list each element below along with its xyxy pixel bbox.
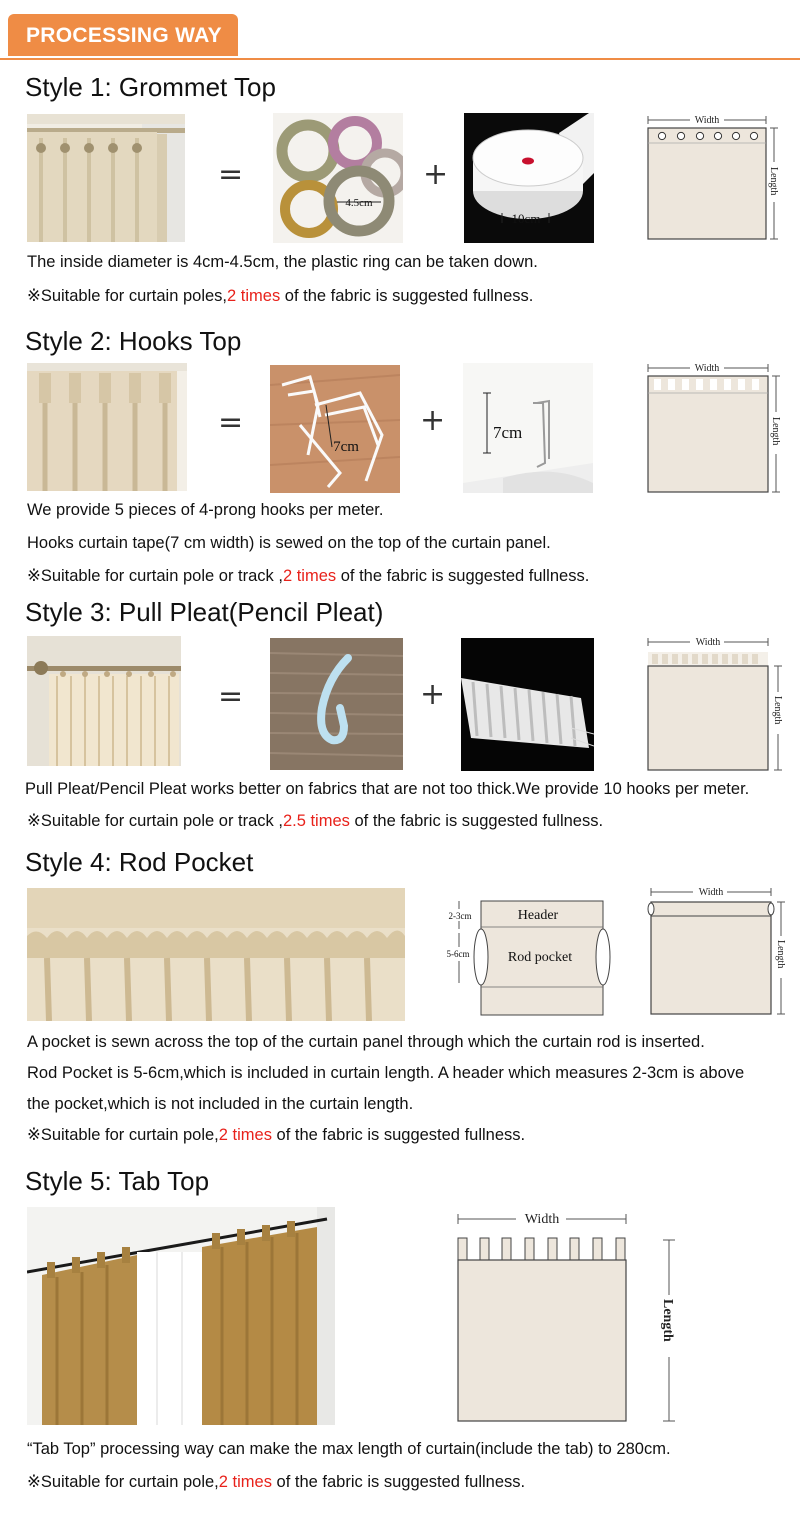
hooks-diagram bbox=[640, 360, 790, 495]
style-4-line-1: A pocket is sewn across the top of the curtain panel through which the curtain rod is inserted. bbox=[27, 1033, 705, 1051]
length-label: Length bbox=[775, 940, 786, 969]
fullness-highlight: 2 times bbox=[227, 287, 281, 305]
grommet-tape-photo bbox=[464, 113, 594, 243]
pencil-pleat-curtain-photo bbox=[27, 636, 181, 766]
tape-width-label: 10cm bbox=[511, 211, 541, 226]
rod-pocket-curtain-photo bbox=[27, 888, 405, 1021]
equals-sign: = bbox=[218, 679, 244, 714]
style-2-suitable: ※Suitable for curtain pole or track ,2 times of the fabric is suggested fullness. bbox=[27, 567, 590, 585]
tab-top-diagram bbox=[450, 1207, 690, 1425]
style-5-title: Style 5: Tab Top bbox=[25, 1166, 210, 1196]
tape-width-label: 7cm bbox=[493, 423, 523, 442]
header-size-label: 2-3cm bbox=[448, 911, 472, 921]
equals-sign: = bbox=[218, 405, 244, 440]
pleat-hook-photo bbox=[270, 638, 403, 770]
grommet-rings-photo bbox=[273, 113, 403, 243]
hook-length-label: 7cm bbox=[333, 439, 359, 455]
plus-sign: + bbox=[423, 157, 449, 192]
header-label: Header bbox=[517, 908, 559, 923]
pencil-pleat-diagram bbox=[640, 634, 792, 774]
fullness-highlight: 2 times bbox=[218, 1473, 272, 1491]
width-label: Width bbox=[524, 1212, 560, 1227]
plus-sign: + bbox=[420, 677, 446, 712]
length-label: Length bbox=[770, 417, 781, 446]
grommet-curtain-photo bbox=[27, 114, 185, 242]
pleat-tape-photo bbox=[461, 638, 594, 771]
style-3-title: Style 3: Pull Pleat(Pencil Pleat) bbox=[25, 597, 384, 627]
style-2-line-1: We provide 5 pieces of 4-prong hooks per meter. bbox=[27, 501, 384, 519]
length-label: Length bbox=[768, 167, 779, 196]
style-2-title: Style 2: Hooks Top bbox=[25, 326, 242, 356]
style-4-title: Style 4: Rod Pocket bbox=[25, 847, 254, 877]
fullness-highlight: 2.5 times bbox=[282, 812, 350, 830]
banner-divider bbox=[0, 58, 800, 60]
four-prong-hooks-photo bbox=[270, 365, 400, 493]
style-3-suitable: ※Suitable for curtain pole or track ,2.5 times of the fabric is suggested fullness. bbox=[27, 812, 604, 830]
style-3-line-1: Pull Pleat/Pencil Pleat works better on fabrics that are not too thick.We provide 10 hooks per meter. bbox=[25, 780, 750, 798]
fullness-highlight: 2 times bbox=[282, 567, 337, 585]
style-1-line-1: The inside diameter is 4cm-4.5cm, the plastic ring can be taken down. bbox=[27, 253, 538, 271]
plus-sign: + bbox=[420, 403, 446, 438]
style-2-line-2: Hooks curtain tape(7 cm width) is sewed on the top of the curtain panel. bbox=[27, 534, 551, 552]
style-5-line-1: “Tab Top” processing way can make the max length of curtain(include the tab) to 280cm. bbox=[27, 1440, 671, 1458]
width-label: Width bbox=[694, 363, 720, 374]
width-label: Width bbox=[695, 637, 721, 648]
width-label: Width bbox=[694, 115, 720, 126]
rod-pocket-diagram bbox=[643, 884, 795, 1017]
style-1-suitable: ※Suitable for curtain poles,2 times of the fabric is suggested fullness. bbox=[27, 287, 534, 305]
length-label: Length bbox=[660, 1299, 675, 1342]
tab-top-curtain-photo bbox=[27, 1207, 335, 1425]
style-4-suitable: ※Suitable for curtain pole,2 times of the fabric is suggested fullness. bbox=[27, 1126, 526, 1144]
style-4-line-3: the pocket,which is not included in the curtain length. bbox=[27, 1095, 414, 1113]
length-label: Length bbox=[772, 696, 783, 725]
equals-sign: = bbox=[218, 157, 244, 192]
grommet-diagram bbox=[640, 112, 790, 244]
rod-pocket-section-diagram bbox=[440, 895, 615, 1017]
ring-diameter-label: 4.5cm bbox=[345, 197, 373, 209]
width-label: Width bbox=[698, 887, 724, 898]
style-4-line-2: Rod Pocket is 5-6cm,which is included in curtain length. A header which measures 2-3cm is above bbox=[27, 1064, 745, 1082]
hooks-tape-photo bbox=[463, 363, 593, 493]
section-banner: PROCESSING WAY bbox=[8, 14, 238, 56]
hooks-curtain-photo bbox=[27, 363, 187, 491]
style-5-suitable: ※Suitable for curtain pole,2 times of the fabric is suggested fullness. bbox=[27, 1473, 526, 1491]
style-1-title: Style 1: Grommet Top bbox=[25, 72, 276, 102]
rod-pocket-label: Rod pocket bbox=[507, 950, 573, 965]
pocket-size-label: 5-6cm bbox=[446, 949, 470, 959]
fullness-highlight: 2 times bbox=[218, 1126, 272, 1144]
